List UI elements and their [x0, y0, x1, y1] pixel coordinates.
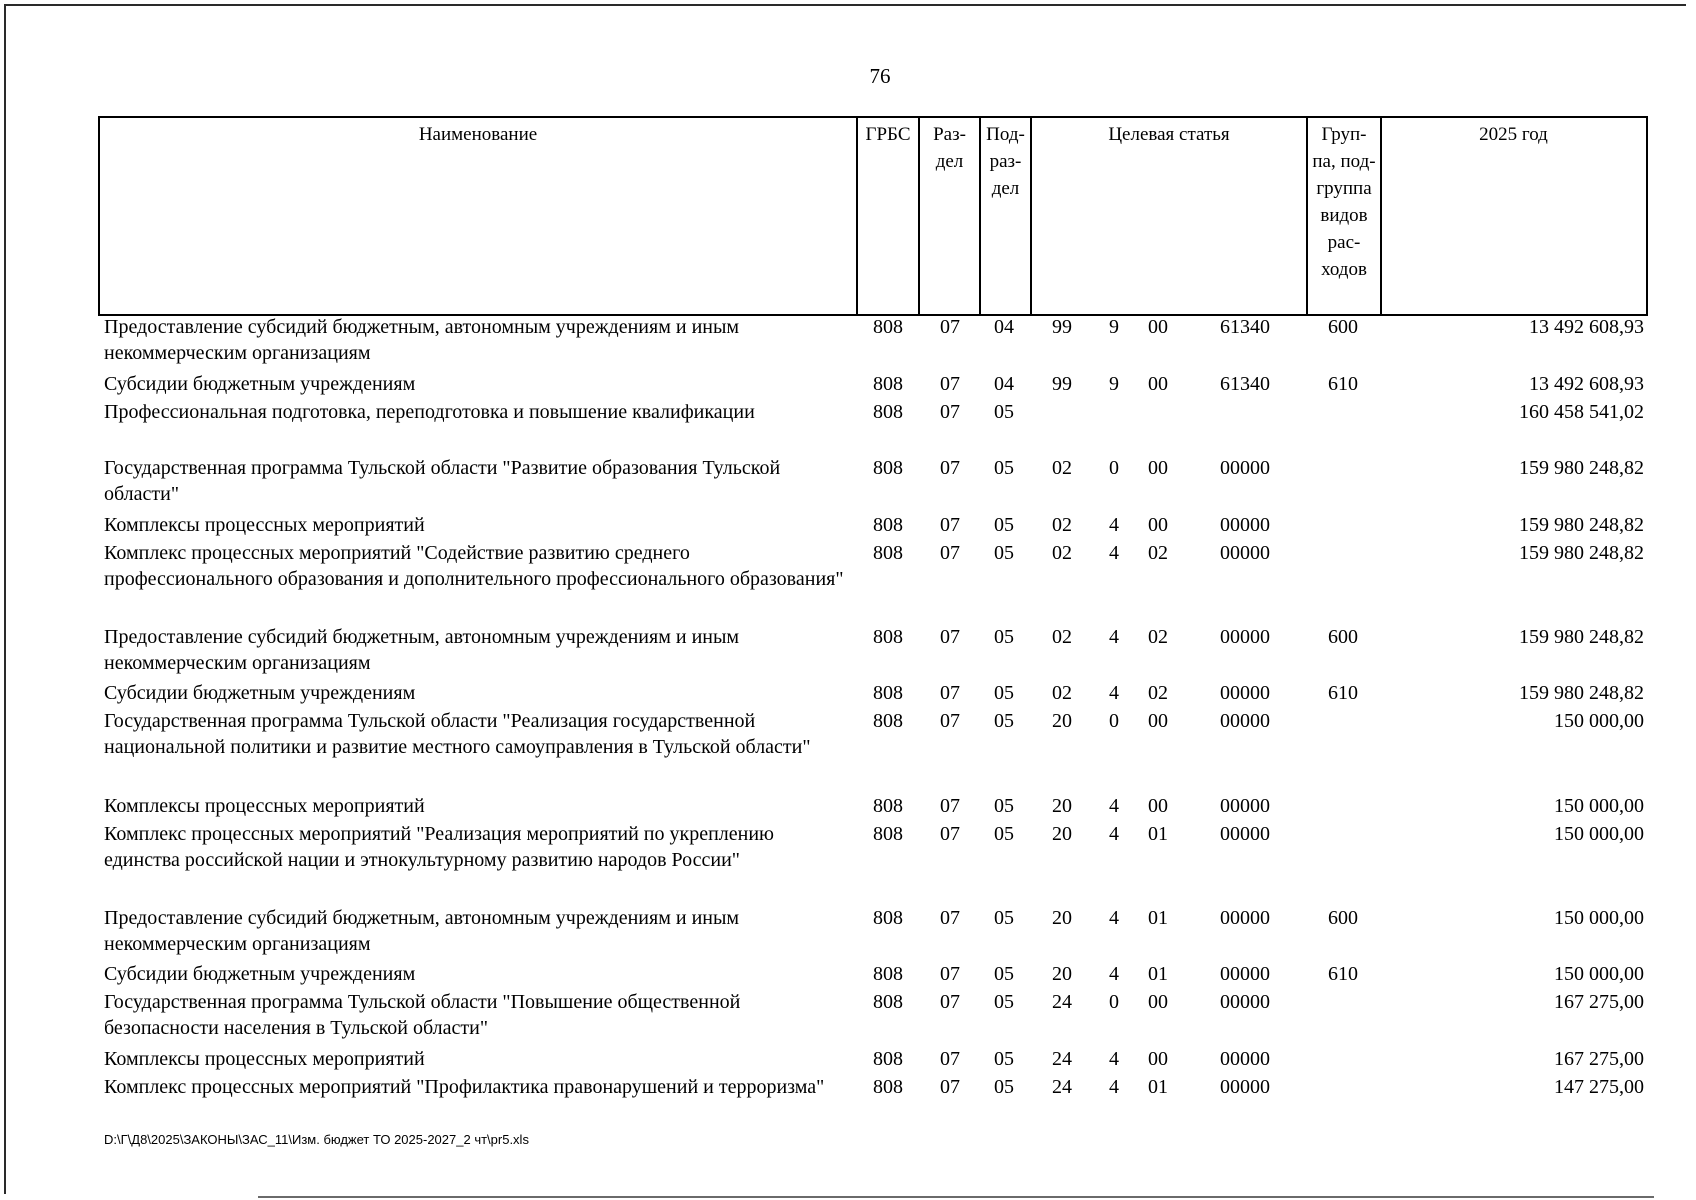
row-cs-structure: 01	[1148, 1076, 1168, 1098]
row-cs-structure: 00	[1148, 710, 1168, 732]
row-razdel: 07	[940, 542, 960, 564]
row-cs-type: 4	[1109, 795, 1119, 817]
row-grbs: 808	[873, 823, 903, 845]
row-amount: 160 458 541,02	[1519, 401, 1644, 423]
row-name: Предоставление субсидий бюджетным, автономным учреждениям и иным некоммерческим организациям	[104, 626, 740, 674]
row-cs-program: 99	[1052, 373, 1072, 395]
row-cs-direction: 00000	[1220, 710, 1270, 732]
page-number: 76	[869, 64, 891, 88]
row-grbs: 808	[873, 542, 903, 564]
row-cs-direction: 00000	[1220, 1048, 1270, 1070]
row-cs-structure: 02	[1148, 682, 1168, 704]
row-cs-type: 4	[1109, 907, 1119, 929]
row-amount: 13 492 608,93	[1529, 316, 1644, 338]
row-cs-direction: 00000	[1220, 1076, 1270, 1098]
row-amount: 167 275,00	[1554, 1048, 1644, 1070]
row-amount: 159 980 248,82	[1519, 626, 1644, 648]
row-cs-direction: 00000	[1220, 457, 1270, 479]
page-bottom-edge	[258, 1196, 1654, 1198]
row-podrazdel: 05	[994, 457, 1014, 479]
header-vid-rashodov: Груп- па, под- группа видов рас- ходов	[1308, 118, 1382, 314]
row-cs-type: 0	[1109, 457, 1119, 479]
row-cs-direction: 00000	[1220, 823, 1270, 845]
row-cs-program: 24	[1052, 991, 1072, 1013]
row-podrazdel: 05	[994, 1048, 1014, 1070]
row-cs-type: 4	[1109, 1048, 1119, 1070]
header-razdel: Раз- дел	[920, 118, 981, 314]
row-cs-type: 4	[1109, 542, 1119, 564]
row-podrazdel: 05	[994, 1076, 1014, 1098]
row-razdel: 07	[940, 823, 960, 845]
row-podrazdel: 05	[994, 626, 1014, 648]
row-vid-rashodov: 600	[1328, 316, 1358, 338]
table-header	[98, 116, 1648, 316]
row-cs-type: 4	[1109, 823, 1119, 845]
row-cs-program: 02	[1052, 682, 1072, 704]
row-cs-program: 20	[1052, 907, 1072, 929]
row-podrazdel: 05	[994, 823, 1014, 845]
row-razdel: 07	[940, 401, 960, 423]
row-razdel: 07	[940, 991, 960, 1013]
row-amount: 150 000,00	[1554, 907, 1644, 929]
row-name: Государственная программа Тульской области "Повышение общественной безопасности населения в Тульской области"	[104, 991, 741, 1039]
row-grbs: 808	[873, 795, 903, 817]
row-cs-type: 4	[1109, 626, 1119, 648]
row-podrazdel: 05	[994, 907, 1014, 929]
row-vid-rashodov: 610	[1328, 682, 1358, 704]
row-cs-program: 20	[1052, 795, 1072, 817]
row-grbs: 808	[873, 514, 903, 536]
row-grbs: 808	[873, 1076, 903, 1098]
row-cs-type: 0	[1109, 991, 1119, 1013]
row-cs-structure: 01	[1148, 907, 1168, 929]
file-path: D:\Г\Д8\2025\ЗАКОНЫ\ЗАС_11\Изм. бюджет ТО 2025-2027_2 чт\pr5.xls	[104, 1132, 529, 1147]
header-celevaya-statya: Целевая статья	[1032, 118, 1308, 314]
row-cs-direction: 00000	[1220, 514, 1270, 536]
row-razdel: 07	[940, 514, 960, 536]
row-amount: 159 980 248,82	[1519, 542, 1644, 564]
header-2025: 2025 год	[1479, 124, 1548, 145]
row-vid-rashodov: 600	[1328, 626, 1358, 648]
row-name: Комплексы процессных мероприятий	[104, 795, 425, 817]
row-cs-direction: 00000	[1220, 963, 1270, 985]
row-cs-program: 24	[1052, 1076, 1072, 1098]
header-name: Наименование	[100, 118, 858, 314]
row-razdel: 07	[940, 626, 960, 648]
row-cs-structure: 00	[1148, 991, 1168, 1013]
row-name: Предоставление субсидий бюджетным, автономным учреждениям и иным некоммерческим организациям	[104, 316, 740, 364]
row-cs-structure: 00	[1148, 795, 1168, 817]
row-cs-structure: 00	[1148, 457, 1168, 479]
row-cs-program: 20	[1052, 963, 1072, 985]
row-cs-program: 20	[1052, 710, 1072, 732]
row-cs-type: 4	[1109, 963, 1119, 985]
row-podrazdel: 05	[994, 682, 1014, 704]
row-grbs: 808	[873, 682, 903, 704]
row-cs-type: 4	[1109, 1076, 1119, 1098]
header-podrazdel: Под- раз- дел	[981, 118, 1032, 314]
row-vid-rashodov: 610	[1328, 373, 1358, 395]
row-cs-direction: 00000	[1220, 682, 1270, 704]
row-grbs: 808	[873, 907, 903, 929]
row-name: Комплекс процессных мероприятий "Профилактика правонарушений и терроризма"	[104, 1076, 825, 1098]
row-razdel: 07	[940, 1048, 960, 1070]
row-name: Государственная программа Тульской области "Развитие образования Тульской области"	[104, 457, 781, 505]
row-grbs: 808	[873, 963, 903, 985]
row-grbs: 808	[873, 1048, 903, 1070]
row-razdel: 07	[940, 795, 960, 817]
row-amount: 150 000,00	[1554, 795, 1644, 817]
row-podrazdel: 05	[994, 514, 1014, 536]
row-grbs: 808	[873, 710, 903, 732]
row-amount: 13 492 608,93	[1529, 373, 1644, 395]
row-podrazdel: 05	[994, 542, 1014, 564]
row-grbs: 808	[873, 626, 903, 648]
row-cs-type: 9	[1109, 316, 1119, 338]
row-cs-structure: 00	[1148, 1048, 1168, 1070]
row-podrazdel: 05	[994, 991, 1014, 1013]
row-razdel: 07	[940, 1076, 960, 1098]
row-razdel: 07	[940, 457, 960, 479]
row-razdel: 07	[940, 907, 960, 929]
row-podrazdel: 05	[994, 963, 1014, 985]
row-razdel: 07	[940, 963, 960, 985]
row-cs-structure: 00	[1148, 316, 1168, 338]
row-vid-rashodov: 610	[1328, 963, 1358, 985]
row-cs-structure: 02	[1148, 542, 1168, 564]
row-name: Предоставление субсидий бюджетным, автономным учреждениям и иным некоммерческим организациям	[104, 907, 740, 955]
row-cs-direction: 61340	[1220, 373, 1270, 395]
row-vid-rashodov: 600	[1328, 907, 1358, 929]
row-amount: 150 000,00	[1554, 710, 1644, 732]
row-cs-structure: 00	[1148, 373, 1168, 395]
row-cs-structure: 01	[1148, 823, 1168, 845]
row-cs-program: 99	[1052, 316, 1072, 338]
row-podrazdel: 05	[994, 401, 1014, 423]
row-amount: 150 000,00	[1554, 963, 1644, 985]
row-razdel: 07	[940, 373, 960, 395]
row-podrazdel: 05	[994, 795, 1014, 817]
row-cs-direction: 00000	[1220, 907, 1270, 929]
header-grbs: ГРБС	[858, 118, 920, 314]
row-grbs: 808	[873, 373, 903, 395]
row-cs-structure: 01	[1148, 963, 1168, 985]
row-podrazdel: 05	[994, 710, 1014, 732]
row-amount: 159 980 248,82	[1519, 682, 1644, 704]
row-cs-program: 02	[1052, 626, 1072, 648]
row-cs-program: 02	[1052, 457, 1072, 479]
row-cs-direction: 00000	[1220, 542, 1270, 564]
row-amount: 159 980 248,82	[1519, 514, 1644, 536]
row-razdel: 07	[940, 316, 960, 338]
row-name: Комплексы процессных мероприятий	[104, 1048, 425, 1070]
row-name: Субсидии бюджетным учреждениям	[104, 963, 416, 985]
row-cs-structure: 00	[1148, 514, 1168, 536]
row-amount: 150 000,00	[1554, 823, 1644, 845]
row-cs-direction: 00000	[1220, 626, 1270, 648]
row-name: Государственная программа Тульской области "Реализация государственной национальной политики и развитие местного самоуправления в Тульской области"	[104, 710, 811, 758]
row-cs-type: 4	[1109, 514, 1119, 536]
row-cs-program: 02	[1052, 514, 1072, 536]
row-cs-structure: 02	[1148, 626, 1168, 648]
row-podrazdel: 04	[994, 373, 1014, 395]
row-name: Комплекс процессных мероприятий "Реализация мероприятий по укреплению единства российской нации и этнокультурному развитию народов России"	[104, 823, 774, 871]
row-name: Субсидии бюджетным учреждениям	[104, 682, 416, 704]
row-name: Субсидии бюджетным учреждениям	[104, 373, 416, 395]
row-grbs: 808	[873, 457, 903, 479]
row-cs-type: 0	[1109, 710, 1119, 732]
row-grbs: 808	[873, 991, 903, 1013]
row-grbs: 808	[873, 401, 903, 423]
row-cs-program: 24	[1052, 1048, 1072, 1070]
row-podrazdel: 04	[994, 316, 1014, 338]
row-cs-type: 4	[1109, 682, 1119, 704]
row-amount: 167 275,00	[1554, 991, 1644, 1013]
row-cs-direction: 00000	[1220, 795, 1270, 817]
row-cs-program: 02	[1052, 542, 1072, 564]
row-name: Профессиональная подготовка, переподготовка и повышение квалификации	[104, 401, 755, 423]
row-amount: 147 275,00	[1554, 1076, 1644, 1098]
row-name: Комплексы процессных мероприятий	[104, 514, 425, 536]
row-amount: 159 980 248,82	[1519, 457, 1644, 479]
row-cs-direction: 61340	[1220, 316, 1270, 338]
row-cs-direction: 00000	[1220, 991, 1270, 1013]
row-name: Комплекс процессных мероприятий "Содействие развитию среднего профессионального образования и дополнительного профессионального образования"	[104, 542, 844, 590]
row-cs-type: 9	[1109, 373, 1119, 395]
row-razdel: 07	[940, 710, 960, 732]
row-grbs: 808	[873, 316, 903, 338]
row-razdel: 07	[940, 682, 960, 704]
row-cs-program: 20	[1052, 823, 1072, 845]
